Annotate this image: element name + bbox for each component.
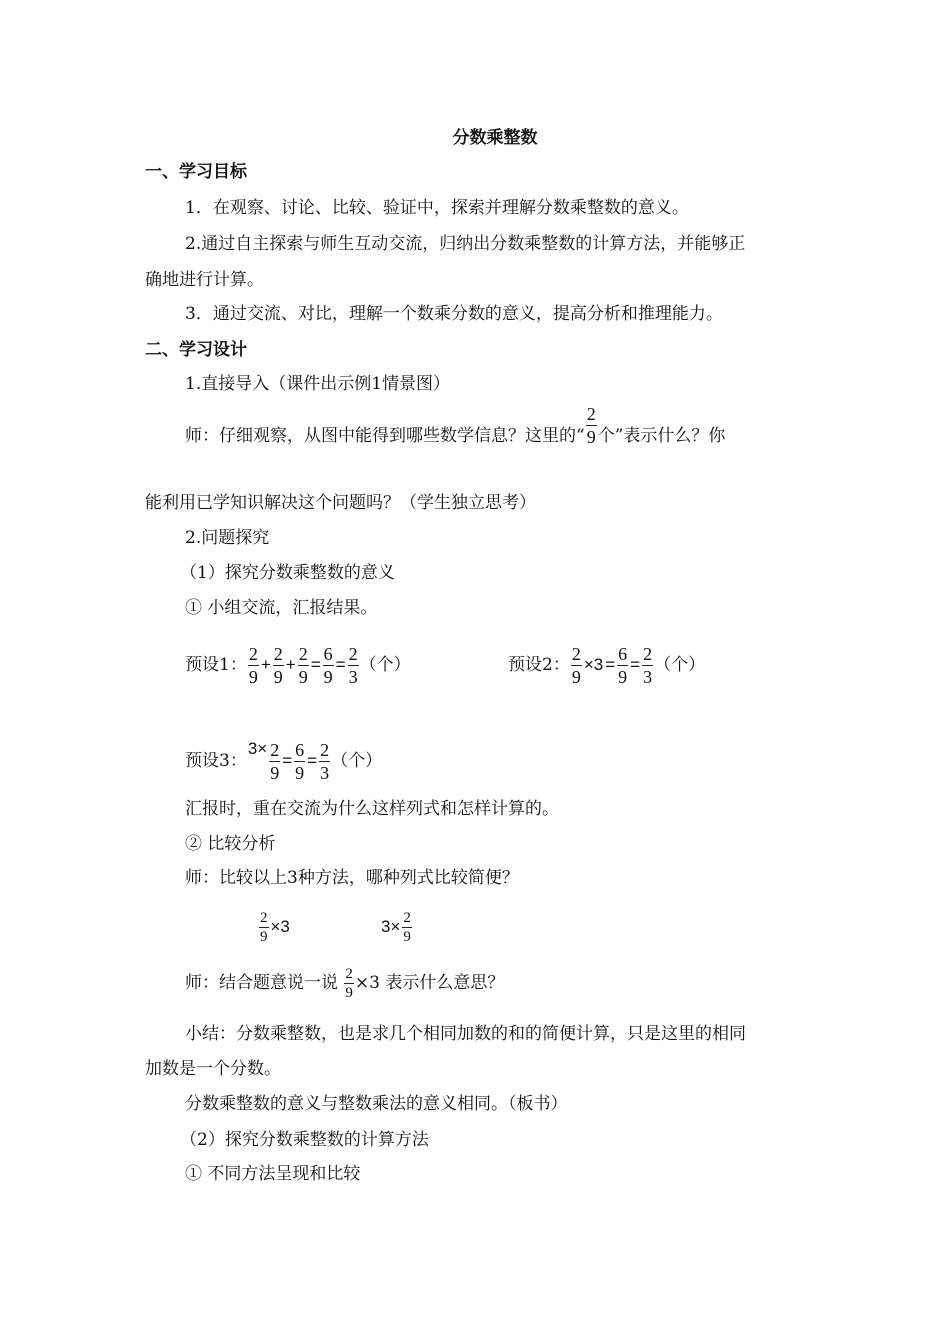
teacher-question-3-tail: ×3 表示什么意思？ bbox=[354, 973, 505, 993]
teacher-question-3-text: 师：结合题意说一说 bbox=[185, 973, 338, 993]
three-times: 3× bbox=[381, 917, 401, 936]
preset-2-label: 预设2： bbox=[508, 655, 570, 675]
section-heading-goals: 一、学习目标 bbox=[145, 162, 247, 182]
fraction: $\frac{2}{9}$ bbox=[270, 740, 280, 783]
sub-section-1: （1）探究分数乘整数的意义 bbox=[180, 563, 395, 583]
design-step-1: 1.直接导入（课件出示例1情景图） bbox=[185, 374, 451, 394]
teacher-question-3 bbox=[185, 958, 504, 1008]
report-note: 汇报时，重在交流为什么这样列式和怎样计算的。 bbox=[185, 799, 559, 819]
equals-sign: = bbox=[605, 655, 616, 674]
unit-label: （个） bbox=[331, 751, 383, 771]
step-methods: ① 不同方法呈现和比较 bbox=[185, 1164, 361, 1184]
summary-cont: 加数是一个分数。 bbox=[145, 1059, 281, 1079]
design-step-2: 2.问题探究 bbox=[185, 528, 270, 548]
fraction: $\frac{2}{9}$ bbox=[273, 644, 283, 687]
compare-expr-right bbox=[380, 902, 413, 952]
fraction-two-ninths: $\frac{2}{9}$ bbox=[586, 404, 596, 447]
fraction: $\frac{6}{9}$ bbox=[323, 644, 333, 687]
fraction: $\frac{2}{9}$ bbox=[403, 910, 411, 945]
fraction: $\frac{6}{9}$ bbox=[618, 644, 628, 687]
times-three: ×3 bbox=[270, 917, 290, 936]
preset-1 bbox=[185, 628, 411, 702]
fraction: $\frac{2}{3}$ bbox=[643, 644, 653, 687]
summary: 小结：分数乘整数，也是求几个相同加数的和的简便计算，只是这里的相同 bbox=[185, 1024, 746, 1044]
teacher-question-1-tail: 个”表示什么？你 bbox=[597, 426, 726, 446]
page-title: 分数乘整数 bbox=[452, 128, 538, 148]
section-heading-design: 二、学习设计 bbox=[145, 340, 247, 360]
equals-sign: = bbox=[282, 751, 293, 770]
meaning-note: 分数乘整数的意义与整数乘法的意义相同。（板书） bbox=[185, 1094, 568, 1114]
fraction: $\frac{6}{9}$ bbox=[295, 740, 305, 783]
fraction: $\frac{2}{9}$ bbox=[571, 644, 581, 687]
teacher-question-2: 师：比较以上3种方法，哪种列式比较简便？ bbox=[185, 868, 519, 888]
fraction: $\frac{2}{9}$ bbox=[345, 966, 353, 1001]
step-compare: ② 比较分析 bbox=[185, 834, 276, 854]
teacher-question-1-text: 师：仔细观察，从图中能得到哪些数学信息？这里的“ bbox=[185, 426, 585, 446]
equals-sign: = bbox=[307, 751, 318, 770]
plus-sign: + bbox=[260, 655, 271, 674]
teacher-question-1 bbox=[185, 404, 725, 468]
preset-1-label: 预设1： bbox=[185, 655, 247, 675]
equals-sign: = bbox=[310, 655, 321, 674]
goal-2-cont: 确地进行计算。 bbox=[145, 270, 264, 290]
equals-sign: = bbox=[630, 655, 641, 674]
goal-1: 1．在观察、讨论、比较、验证中，探索并理解分数乘整数的意义。 bbox=[185, 198, 689, 218]
goal-3: 3．通过交流、对比，理解一个数乘分数的意义，提高分析和推理能力。 bbox=[185, 304, 723, 324]
plus-sign: + bbox=[285, 655, 296, 674]
teacher-question-1-cont: 能利用已学知识解决这个问题吗？（学生独立思考） bbox=[145, 493, 536, 513]
step-group-report: ① 小组交流，汇报结果。 bbox=[185, 598, 378, 618]
fraction: $\frac{2}{9}$ bbox=[260, 910, 268, 945]
fraction: $\frac{2}{9}$ bbox=[248, 644, 258, 687]
unit-label: （个） bbox=[359, 655, 411, 675]
preset-2 bbox=[508, 628, 705, 702]
sub-section-2: （2）探究分数乘整数的计算方法 bbox=[180, 1130, 429, 1150]
fraction: $\frac{2}{9}$ bbox=[298, 644, 308, 687]
unit-label: （个） bbox=[654, 655, 706, 675]
preset-3-label: 预设3： bbox=[185, 751, 247, 771]
three-times: 3× bbox=[247, 739, 268, 758]
preset-3 bbox=[185, 712, 382, 798]
equals-sign: = bbox=[335, 655, 346, 674]
fraction: $\frac{2}{3}$ bbox=[320, 740, 330, 783]
compare-expr-left bbox=[258, 902, 291, 952]
goal-2: 2.通过自主探索与师生互动交流，归纳出分数乘整数的计算方法，并能够正 bbox=[185, 234, 746, 254]
times-three: ×3 bbox=[583, 655, 604, 674]
fraction: $\frac{2}{3}$ bbox=[348, 644, 358, 687]
